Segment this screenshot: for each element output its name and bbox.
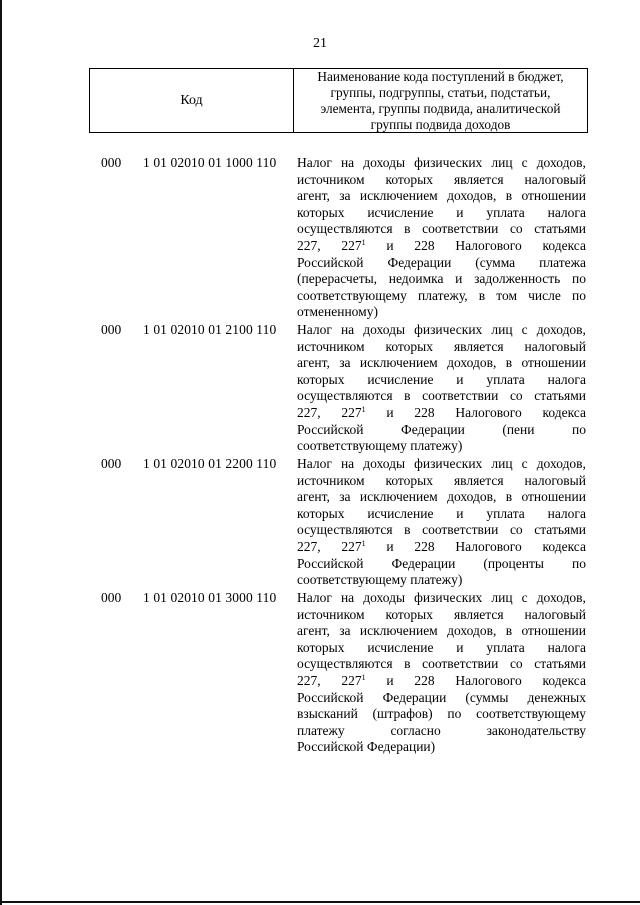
description-line: соответствующему платежу) xyxy=(297,572,463,588)
header-name-cell xyxy=(294,69,587,132)
header-code-cell: Код xyxy=(90,69,294,132)
page-scan-edge-bottom xyxy=(0,901,640,903)
description-line: агент, за исключением доходов, в отношении xyxy=(297,623,586,639)
header-name-line: группы подвида доходов xyxy=(370,117,511,132)
admin-code: 000 xyxy=(101,590,122,605)
description-line: взысканий (штрафов) по соответствующему xyxy=(297,706,586,722)
income-description xyxy=(297,322,586,455)
page-number: 21 xyxy=(313,36,327,51)
header-name-line: группы, подгруппы, статьи, подстатьи, xyxy=(330,85,551,100)
description-line: агент, за исключением доходов, в отношении xyxy=(297,489,586,505)
income-description xyxy=(297,155,586,321)
description-line: Налог на доходы физических лиц с доходов, xyxy=(297,590,586,605)
table-header xyxy=(89,68,588,133)
description-line: Налог на доходы физических лиц с доходов, xyxy=(297,155,586,170)
admin-code: 000 xyxy=(101,322,122,337)
budget-classification-code: 1 01 02010 01 1000 110 xyxy=(143,155,277,170)
description-line: Налог на доходы физических лиц с доходов, xyxy=(297,456,586,471)
description-line: которых исчисление и уплата налога xyxy=(297,204,586,220)
description-line: Налог на доходы физических лиц с доходов, xyxy=(297,322,586,337)
description-line: соответствующему платежу, в том числе по xyxy=(297,287,586,303)
income-description xyxy=(297,456,586,589)
description-line: осуществляются в соответствии со статьями xyxy=(297,656,586,672)
description-line: Российской Федерации (пени по xyxy=(297,421,586,437)
description-line: агент, за исключением доходов, в отношении xyxy=(297,355,586,371)
description-line: соответствующему платежу) xyxy=(297,438,463,454)
description-line: Российской Федерации (суммы денежных xyxy=(297,689,586,705)
header-name-line: Наименование кода поступлений в бюджет, xyxy=(317,69,564,84)
description-line: (перерасчеты, недоимка и задолженность по xyxy=(297,271,586,287)
description-line: источником которых является налоговый xyxy=(297,338,586,354)
description-line: источником которых является налоговый xyxy=(297,171,586,187)
description-line: агент, за исключением доходов, в отношении xyxy=(297,188,586,204)
admin-code: 000 xyxy=(101,456,122,471)
description-line: 227, $227^1$ и 228 Налогового кодекса xyxy=(297,672,586,688)
description-line: отмененному) xyxy=(297,304,378,320)
income-description xyxy=(297,590,586,756)
budget-classification-code: 1 01 02010 01 3000 110 xyxy=(143,590,277,605)
budget-classification-code: 1 01 02010 01 2100 110 xyxy=(143,322,277,337)
description-line: источником которых является налоговый xyxy=(297,606,586,622)
description-line: которых исчисление и уплата налога xyxy=(297,505,586,521)
description-line: Российской Федерации) xyxy=(297,739,436,755)
admin-code: 000 xyxy=(101,155,122,170)
description-line: Российской Федерации (сумма платежа xyxy=(297,254,586,270)
description-line: Российской Федерации (проценты по xyxy=(297,555,586,571)
header-name-line: элемента, группы подвида, аналитической xyxy=(320,101,561,116)
description-line: 227, $227^1$ и 228 Налогового кодекса xyxy=(297,237,586,253)
budget-classification-code: 1 01 02010 01 2200 110 xyxy=(143,456,277,471)
description-line: осуществляются в соответствии со статьями xyxy=(297,522,586,538)
description-line: осуществляются в соответствии со статьями xyxy=(297,221,586,237)
description-line: осуществляются в соответствии со статьями xyxy=(297,388,586,404)
description-line: платежу согласно законодательству xyxy=(297,722,586,738)
description-line: 227, $227^1$ и 228 Налогового кодекса xyxy=(297,404,586,420)
page-scan-edge-left xyxy=(0,0,2,905)
description-line: которых исчисление и уплата налога xyxy=(297,371,586,387)
description-line: 227, $227^1$ и 228 Налогового кодекса xyxy=(297,538,586,554)
description-line: которых исчисление и уплата налога xyxy=(297,639,586,655)
description-line: источником которых является налоговый xyxy=(297,472,586,488)
